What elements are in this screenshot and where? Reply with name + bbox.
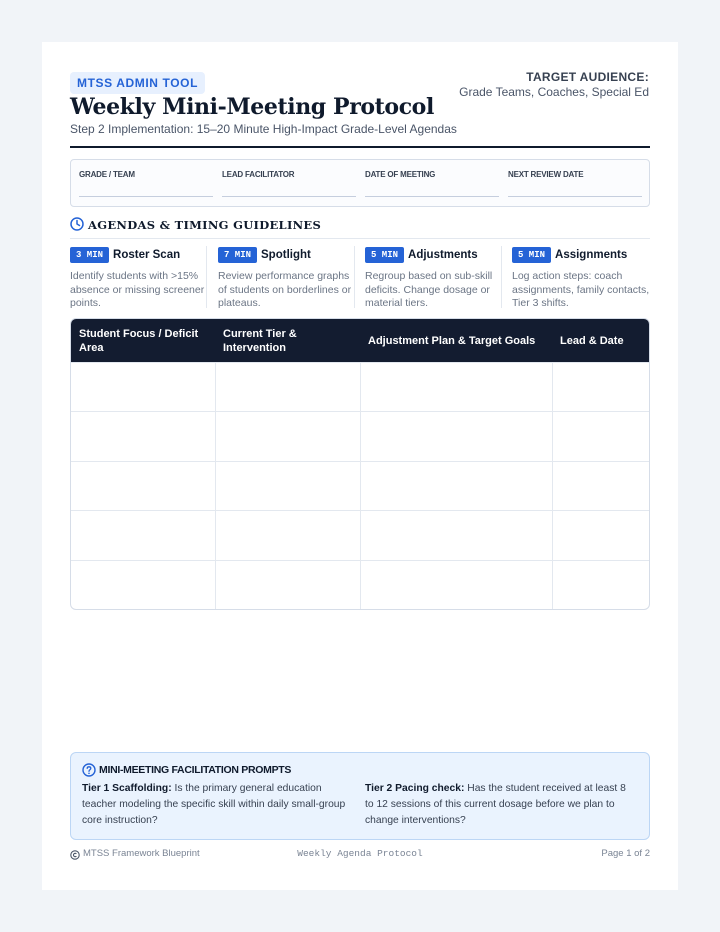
agenda-item-desc: Identify students with >15% absence or missing screener points. [70,270,205,309]
table-cell[interactable] [360,561,553,610]
table-cell[interactable] [71,511,215,560]
prompt-tier1 [82,781,354,829]
time-badge: 3 MIN [70,247,109,263]
agenda-item-name: Spotlight [261,248,311,261]
agenda-item-desc: Regroup based on sub-skill deficits. Change dosage or material tiers. [365,270,493,309]
lead-facilitator-label: LEAD FACILITATOR [222,170,295,179]
table-cell[interactable] [360,363,553,412]
table-cell[interactable] [71,561,215,610]
meeting-date-field[interactable] [365,170,499,197]
grade-team-line [79,196,213,197]
table-cell[interactable] [552,561,650,610]
clock-icon [70,217,84,231]
prompt-text: Is the primary general education teacher modeling the specific skill within daily small-group core instruction? [82,783,346,826]
table-cell[interactable] [552,511,650,560]
next-review-line [508,196,642,197]
protocol-page [42,42,678,890]
footer-brand: MTSS Framework Blueprint [83,848,200,859]
footer-center: Weekly Agenda Protocol [297,848,423,859]
column-header: Lead & Date [560,334,624,347]
prompt-text: Has the student received at least 8 to 12 sessions of this current dosage before we plan to change interventions? [365,783,626,826]
next-review-label: NEXT REVIEW DATE [508,170,584,179]
header-divider [70,146,650,148]
time-badge: 5 MIN [512,247,551,263]
table-cell[interactable] [360,462,553,511]
table-cell[interactable] [215,462,361,511]
table-cell[interactable] [215,412,361,461]
table-header [71,319,649,362]
prompt-lead: Tier 2 Pacing check: [365,783,465,794]
meeting-date-line [365,196,499,197]
table-cell[interactable] [552,462,650,511]
time-badge: 5 MIN [365,247,404,263]
audience-label: TARGET AUDIENCE: [526,70,649,84]
table-row [71,461,649,511]
question-circle-icon [82,763,96,777]
agenda-item-spotlight [218,246,356,311]
table-cell[interactable] [71,462,215,511]
agenda-item-assignments [512,246,650,311]
prompt-tier2 [365,781,637,829]
agenda-item-name: Assignments [555,248,628,261]
time-badge: 7 MIN [218,247,257,263]
audience-value: Grade Teams, Coaches, Special Ed [459,85,649,99]
table-cell[interactable] [552,363,650,412]
table-row [71,411,649,461]
meeting-log-table [70,318,650,610]
table-cell[interactable] [71,412,215,461]
meeting-info-fields [70,159,650,207]
column-header: Current Tier & Intervention [223,327,297,354]
page-subtitle: Step 2 Implementation: 15–20 Minute High-Impact Grade-Level Agendas [70,122,457,136]
table-cell[interactable] [215,511,361,560]
prompts-title: MINI-MEETING FACILITATION PROMPTS [99,764,292,776]
table-cell[interactable] [360,511,553,560]
table-cell[interactable] [71,363,215,412]
grade-team-label: GRADE / TEAM [79,170,135,179]
agenda-item-roster-scan [70,246,208,311]
table-cell[interactable] [215,363,361,412]
target-audience [459,70,649,99]
table-row [71,362,649,412]
column-header: Adjustment Plan & Target Goals [368,334,536,347]
agenda-item-desc: Log action steps: coach assignments, family contacts, Tier 3 shifts. [512,270,650,309]
tool-badge: MTSS ADMIN TOOL [70,72,205,94]
facilitation-prompts-callout [70,752,650,840]
page-footer [70,848,650,862]
next-review-field[interactable] [508,170,642,197]
page-number: Page 1 of 2 [601,848,650,859]
agenda-divider [206,246,207,308]
meeting-date-label: DATE OF MEETING [365,170,436,179]
lead-facilitator-field[interactable] [222,170,356,197]
agenda-divider [501,246,502,308]
table-row [71,510,649,560]
table-cell[interactable] [215,561,361,610]
lead-facilitator-line [222,196,356,197]
column-header: Student Focus / Deficit Area [79,327,199,354]
agenda-item-desc: Review performance graphs of students on borderlines or plateaus. [218,270,352,309]
agenda-item-adjustments [365,246,503,311]
agenda-section-title: AGENDAS & TIMING GUIDELINES [88,218,322,232]
agenda-item-name: Roster Scan [113,248,181,261]
agenda-item-name: Adjustments [408,248,478,261]
table-cell[interactable] [360,412,553,461]
prompt-lead: Tier 1 Scaffolding: [82,783,172,794]
table-cell[interactable] [552,412,650,461]
page-title: Weekly Mini-Meeting Protocol [70,94,434,120]
agenda-divider [354,246,355,308]
table-row [71,560,649,610]
agenda-section-header [70,216,650,239]
grade-team-field[interactable] [79,170,213,197]
